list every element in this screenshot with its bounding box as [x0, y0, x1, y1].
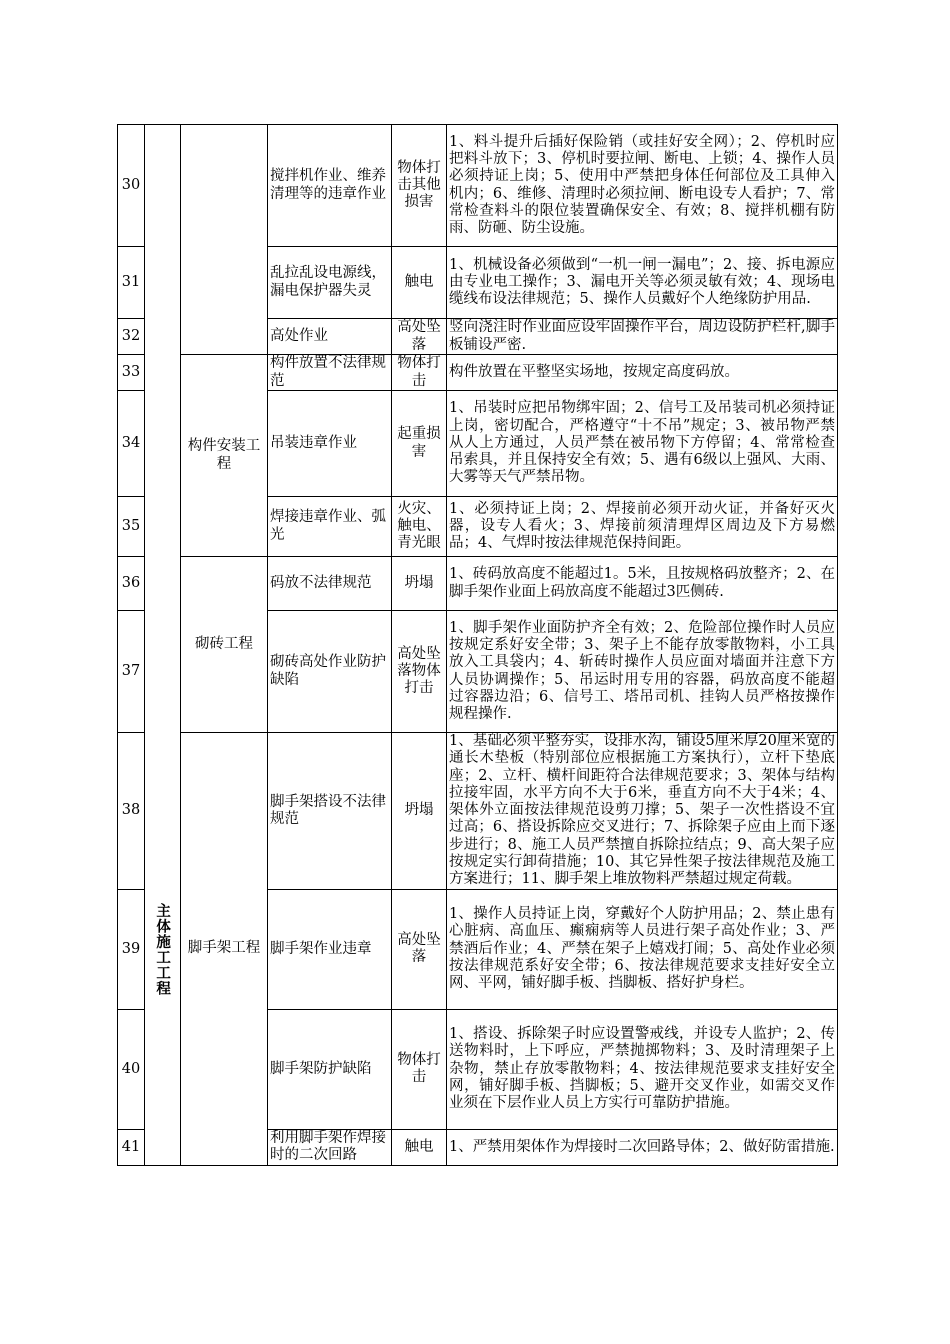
hazard-cell: 物体打击: [392, 355, 447, 391]
measures-cell: 1、机械设备必须做到“一机一闸一漏电”；2、接、拆电源应由专业电工操作；3、漏电开关等必须灵敏有效；4、现场电缆线布设法律规范；5、操作人员戴好个人绝缘防护用品.: [447, 247, 838, 319]
row-number: 41: [118, 1129, 145, 1165]
subproject-cell: 砌砖工程: [181, 557, 268, 733]
row-number: 31: [118, 247, 145, 319]
activity-cell: 构件放置不法律规范: [268, 355, 392, 391]
measures-cell: 1、严禁用架体作为焊接时二次回路导体；2、做好防雷措施.: [447, 1129, 838, 1165]
row-number: 32: [118, 319, 145, 355]
activity-cell: 脚手架搭设不法律规范: [268, 733, 392, 890]
table-row: [118, 125, 838, 247]
activity-cell: 砌砖高处作业防护缺陷: [268, 611, 392, 733]
measures-cell: 构件放置在平整坚实场地，按规定高度码放。: [447, 355, 838, 391]
activity-cell: 脚手架防护缺陷: [268, 1009, 392, 1129]
activity-cell: 高处作业: [268, 319, 392, 355]
hazard-cell: 触电: [392, 247, 447, 319]
measures-cell: 1、必须持证上岗；2、焊接前必须开动火证，并备好灭火器，设专人看火；3、焊接前须清理焊区周边及下方易燃品；4、气焊时按法律规范保持间距。: [447, 497, 838, 557]
subproject-cell: 构件安装工程: [181, 355, 268, 557]
subproject-cell: 脚手架工程: [181, 733, 268, 1166]
section-category-cell: [145, 125, 181, 1166]
measures-cell: 1、料斗提升后插好保险销（或挂好安全网）；2、停机时应把料斗放下；3、停机时要拉闸、断电、上锁；4、操作人员必须持证上岗；5、使用中严禁把身体任何部位及工具伸入机内；6、维修、清理时必须拉闸、断电设专人看护；7、常常检查料斗的限位装置确保安全、有效；8、搅拌机棚有防雨、防砸、防尘设施。: [447, 125, 838, 247]
measures-cell: 1、砖码放高度不能超过1。5米，且按规格码放整齐；2、在脚手架作业面上码放高度不能超过3匹侧砖.: [447, 557, 838, 611]
row-number: 36: [118, 557, 145, 611]
hazard-cell: 高处坠落: [392, 889, 447, 1009]
measures-cell: 1、操作人员持证上岗，穿戴好个人防护用品；2、禁止患有心脏病、高血压、癫痫病等人员进行架子高处作业；3、严禁酒后作业；4、严禁在架子上嬉戏打闹；5、高处作业必须按法律规范系好安全带；6、按法律规范要求支挂好安全立网、平网，铺好脚手板、挡脚板、搭好护身栏。: [447, 889, 838, 1009]
activity-cell: 乱拉乱设电源线，漏电保护器失灵: [268, 247, 392, 319]
activity-cell: 搅拌机作业、维养清理等的违章作业: [268, 125, 392, 247]
row-number: 35: [118, 497, 145, 557]
measures-cell: 1、搭设、拆除架子时应设置警戒线，并设专人监护；2、传送物料时，上下呼应，严禁抛掷物料；3、及时清理架子上杂物，禁止存放零散物料；4、按法律规范要求支挂好安全网，铺好脚手板、挡脚板；5、避开交叉作业，如需交叉作业须在下层作业人员上方实行可靠防护措施。: [447, 1009, 838, 1129]
hazard-cell: 起重损害: [392, 391, 447, 497]
row-number: 34: [118, 391, 145, 497]
hazard-cell: 火灾、触电、青光眼: [392, 497, 447, 557]
hazard-cell: 坍塌: [392, 557, 447, 611]
row-number: 37: [118, 611, 145, 733]
hazard-cell: 高处坠落物体打击: [392, 611, 447, 733]
hazard-cell: 触电: [392, 1129, 447, 1165]
hazard-cell: 高处坠落: [392, 319, 447, 355]
activity-cell: 码放不法律规范: [268, 557, 392, 611]
activity-cell: 利用脚手架作焊接时的二次回路: [268, 1129, 392, 1165]
measures-cell: 1、吊装时应把吊物绑牢固；2、信号工及吊装司机必须持证上岗，密切配合，严格遵守“十不吊”规定；3、被吊物严禁从人上方通过，人员严禁在被吊物下方停留；4、常常检查吊索具，并且保持安全有效；5、遇有6级以上强风、大雨、大雾等天气严禁吊物。: [447, 391, 838, 497]
row-number: 33: [118, 355, 145, 391]
activity-cell: 焊接违章作业、弧光: [268, 497, 392, 557]
row-number: 38: [118, 733, 145, 890]
measures-cell: 竖向浇注时作业面应设牢固操作平台，周边设防护栏杆,脚手板铺设严密.: [447, 319, 838, 355]
activity-cell: 吊装违章作业: [268, 391, 392, 497]
row-number: 39: [118, 889, 145, 1009]
table-row: [118, 733, 838, 890]
subproject-cell: [181, 125, 268, 355]
measures-cell: 1、脚手架作业面防护齐全有效；2、危险部位操作时人员应按规定系好安全带；3、架子上不能存放零散物料，小工具放入工具袋内；4、斩砖时操作人员应面对墙面并注意下方人员协调操作；5、吊运时用专用的容器，码放高度不能超过容器边沿；6、信号工、塔吊司机、挂钩人员严格按操作规程操作.: [447, 611, 838, 733]
row-number: 40: [118, 1009, 145, 1129]
measures-cell: 1、基础必须平整夯实，设排水沟，铺设5厘米厚20厘米宽的通长木垫板（特别部位应根据施工方案执行），立杆下垫底座；2、立杆、横杆间距符合法律规范要求；3、架体与结构拉接牢固，水平方向不大于6米，垂直方向不大于4米；4、架体外立面按法律规范设剪刀撑；5、架子一次性搭设不宜过高；6、搭设拆除应交叉进行；7、拆除架子应由上而下逐步进行；8、施工人员严禁擅自拆除拉结点；9、高大架子应按规定实行卸荷措施；10、其它异性架子按法律规范及施工方案进行；11、脚手架上堆放物料严禁超过规定荷载。: [447, 733, 838, 890]
hazard-cell: 物体打击: [392, 1009, 447, 1129]
activity-cell: 脚手架作业违章: [268, 889, 392, 1009]
section-title: 主体施工工程: [154, 902, 172, 996]
row-number: 30: [118, 125, 145, 247]
table-row: [118, 355, 838, 391]
hazard-cell: 物体打击其他损害: [392, 125, 447, 247]
hazard-cell: 坍塌: [392, 733, 447, 890]
table-row: [118, 557, 838, 611]
risk-measures-table: [117, 124, 838, 1166]
